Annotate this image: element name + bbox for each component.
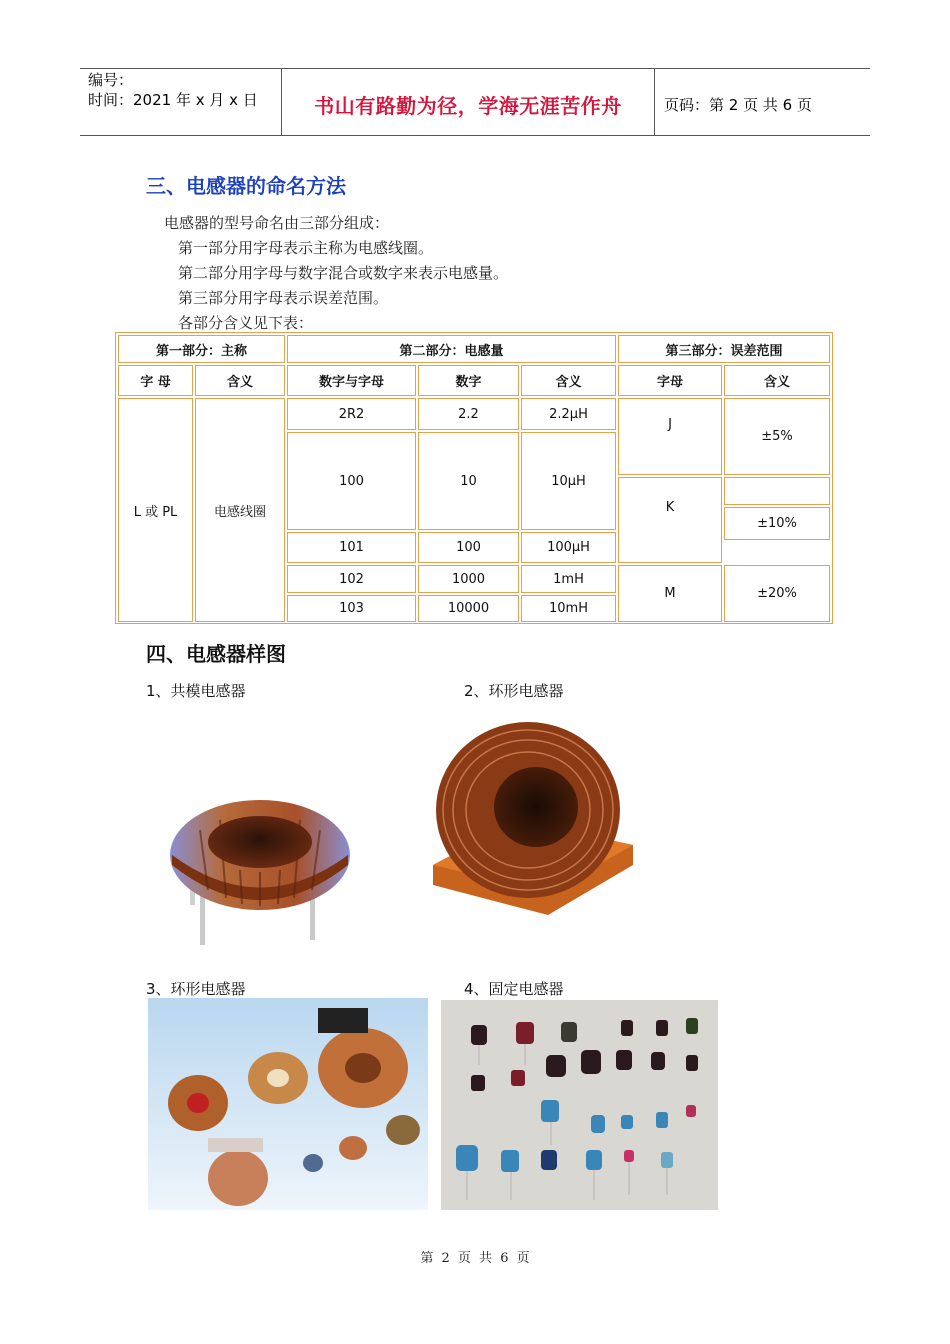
header-top-rule [80,68,870,69]
table-sub-header-value: 含义 [521,365,616,396]
table-sub-header-tol-letter: 字母 [618,365,722,396]
header-number-label: 编号： [88,71,134,89]
header-motto: 书山有路勤为径，学海无涯苦作舟 [314,94,622,118]
fixed-inductors-photo [441,1000,718,1210]
table-row-100-number: 10 [418,432,519,530]
table-row-2r2-value: 2.2μH [521,398,616,430]
caption-2: 2、环形电感器 [464,682,564,700]
table-row-103-code: 103 [287,595,416,622]
table-row-102-code: 102 [287,565,416,593]
table-row-100-value: 10μH [521,432,616,530]
section3-line-3: 第三部分用字母表示误差范围。 [178,289,389,307]
table-sub-header-letter: 字 母 [118,365,193,396]
header-time: 时间：2021 年 x 月 x 日 [88,91,258,109]
table-tol-k-meaning: ±10% [724,507,830,540]
table-sub-header-code: 数字与字母 [287,365,416,396]
table-group-header-3: 第三部分：误差范围 [618,335,830,363]
header-bottom-rule [80,135,870,136]
section4-title: 四、电感器样图 [146,642,286,666]
caption-1: 1、共模电感器 [146,682,246,700]
section3-line-2: 第二部分用字母与数字混合或数字来表示电感量。 [178,264,509,282]
table-row-101-value: 100μH [521,532,616,563]
header-meta [88,70,258,110]
toroidal-inductors-group-photo [148,998,428,1210]
table-row-102-value: 1mH [521,565,616,593]
section3-title: 三、电感器的命名方法 [146,174,346,198]
caption-3: 3、环形电感器 [146,980,246,998]
table-tol-j-letter: J [618,398,722,475]
table-tol-j-meaning: ±5% [724,398,830,475]
common-mode-inductor-photo [160,760,360,950]
table-row-103-number: 10000 [418,595,519,622]
table-row-2r2-code: 2R2 [287,398,416,430]
section3-intro: 电感器的型号命名由三部分组成： [164,214,390,232]
table-row-101-code: 101 [287,532,416,563]
table-row-100-code: 100 [287,432,416,530]
table-tol-k-letter: K [618,477,722,563]
section3-line-4: 各部分含义见下表： [178,314,314,332]
table-tol-k-spacer [724,477,830,505]
table-row-103-value: 10mH [521,595,616,622]
header-divider-right [654,68,655,136]
table-row-102-number: 1000 [418,565,519,593]
table-tol-m-meaning: ±20% [724,565,830,622]
section3-line-1: 第一部分用字母表示主称为电感线圈。 [178,239,434,257]
table-row-2r2-number: 2.2 [418,398,519,430]
table-sub-header-tol-meaning: 含义 [724,365,830,396]
table-part1-letter: L 或 PL [118,398,193,622]
table-row-101-number: 100 [418,532,519,563]
table-group-header-2: 第二部分：电感量 [287,335,616,363]
toroidal-inductor-photo [428,715,638,925]
page-footer: 第 2 页 共 6 页 [420,1251,530,1266]
table-part1-meaning: 电感线圈 [195,398,285,622]
table-group-header-1: 第一部分：主称 [118,335,285,363]
table-sub-header-meaning: 含义 [195,365,285,396]
table-tol-m-letter: M [618,565,722,622]
table-sub-header-number: 数字 [418,365,519,396]
header-page-info: 页码：第 2 页 共 6 页 [664,96,812,114]
caption-4: 4、固定电感器 [464,980,564,998]
